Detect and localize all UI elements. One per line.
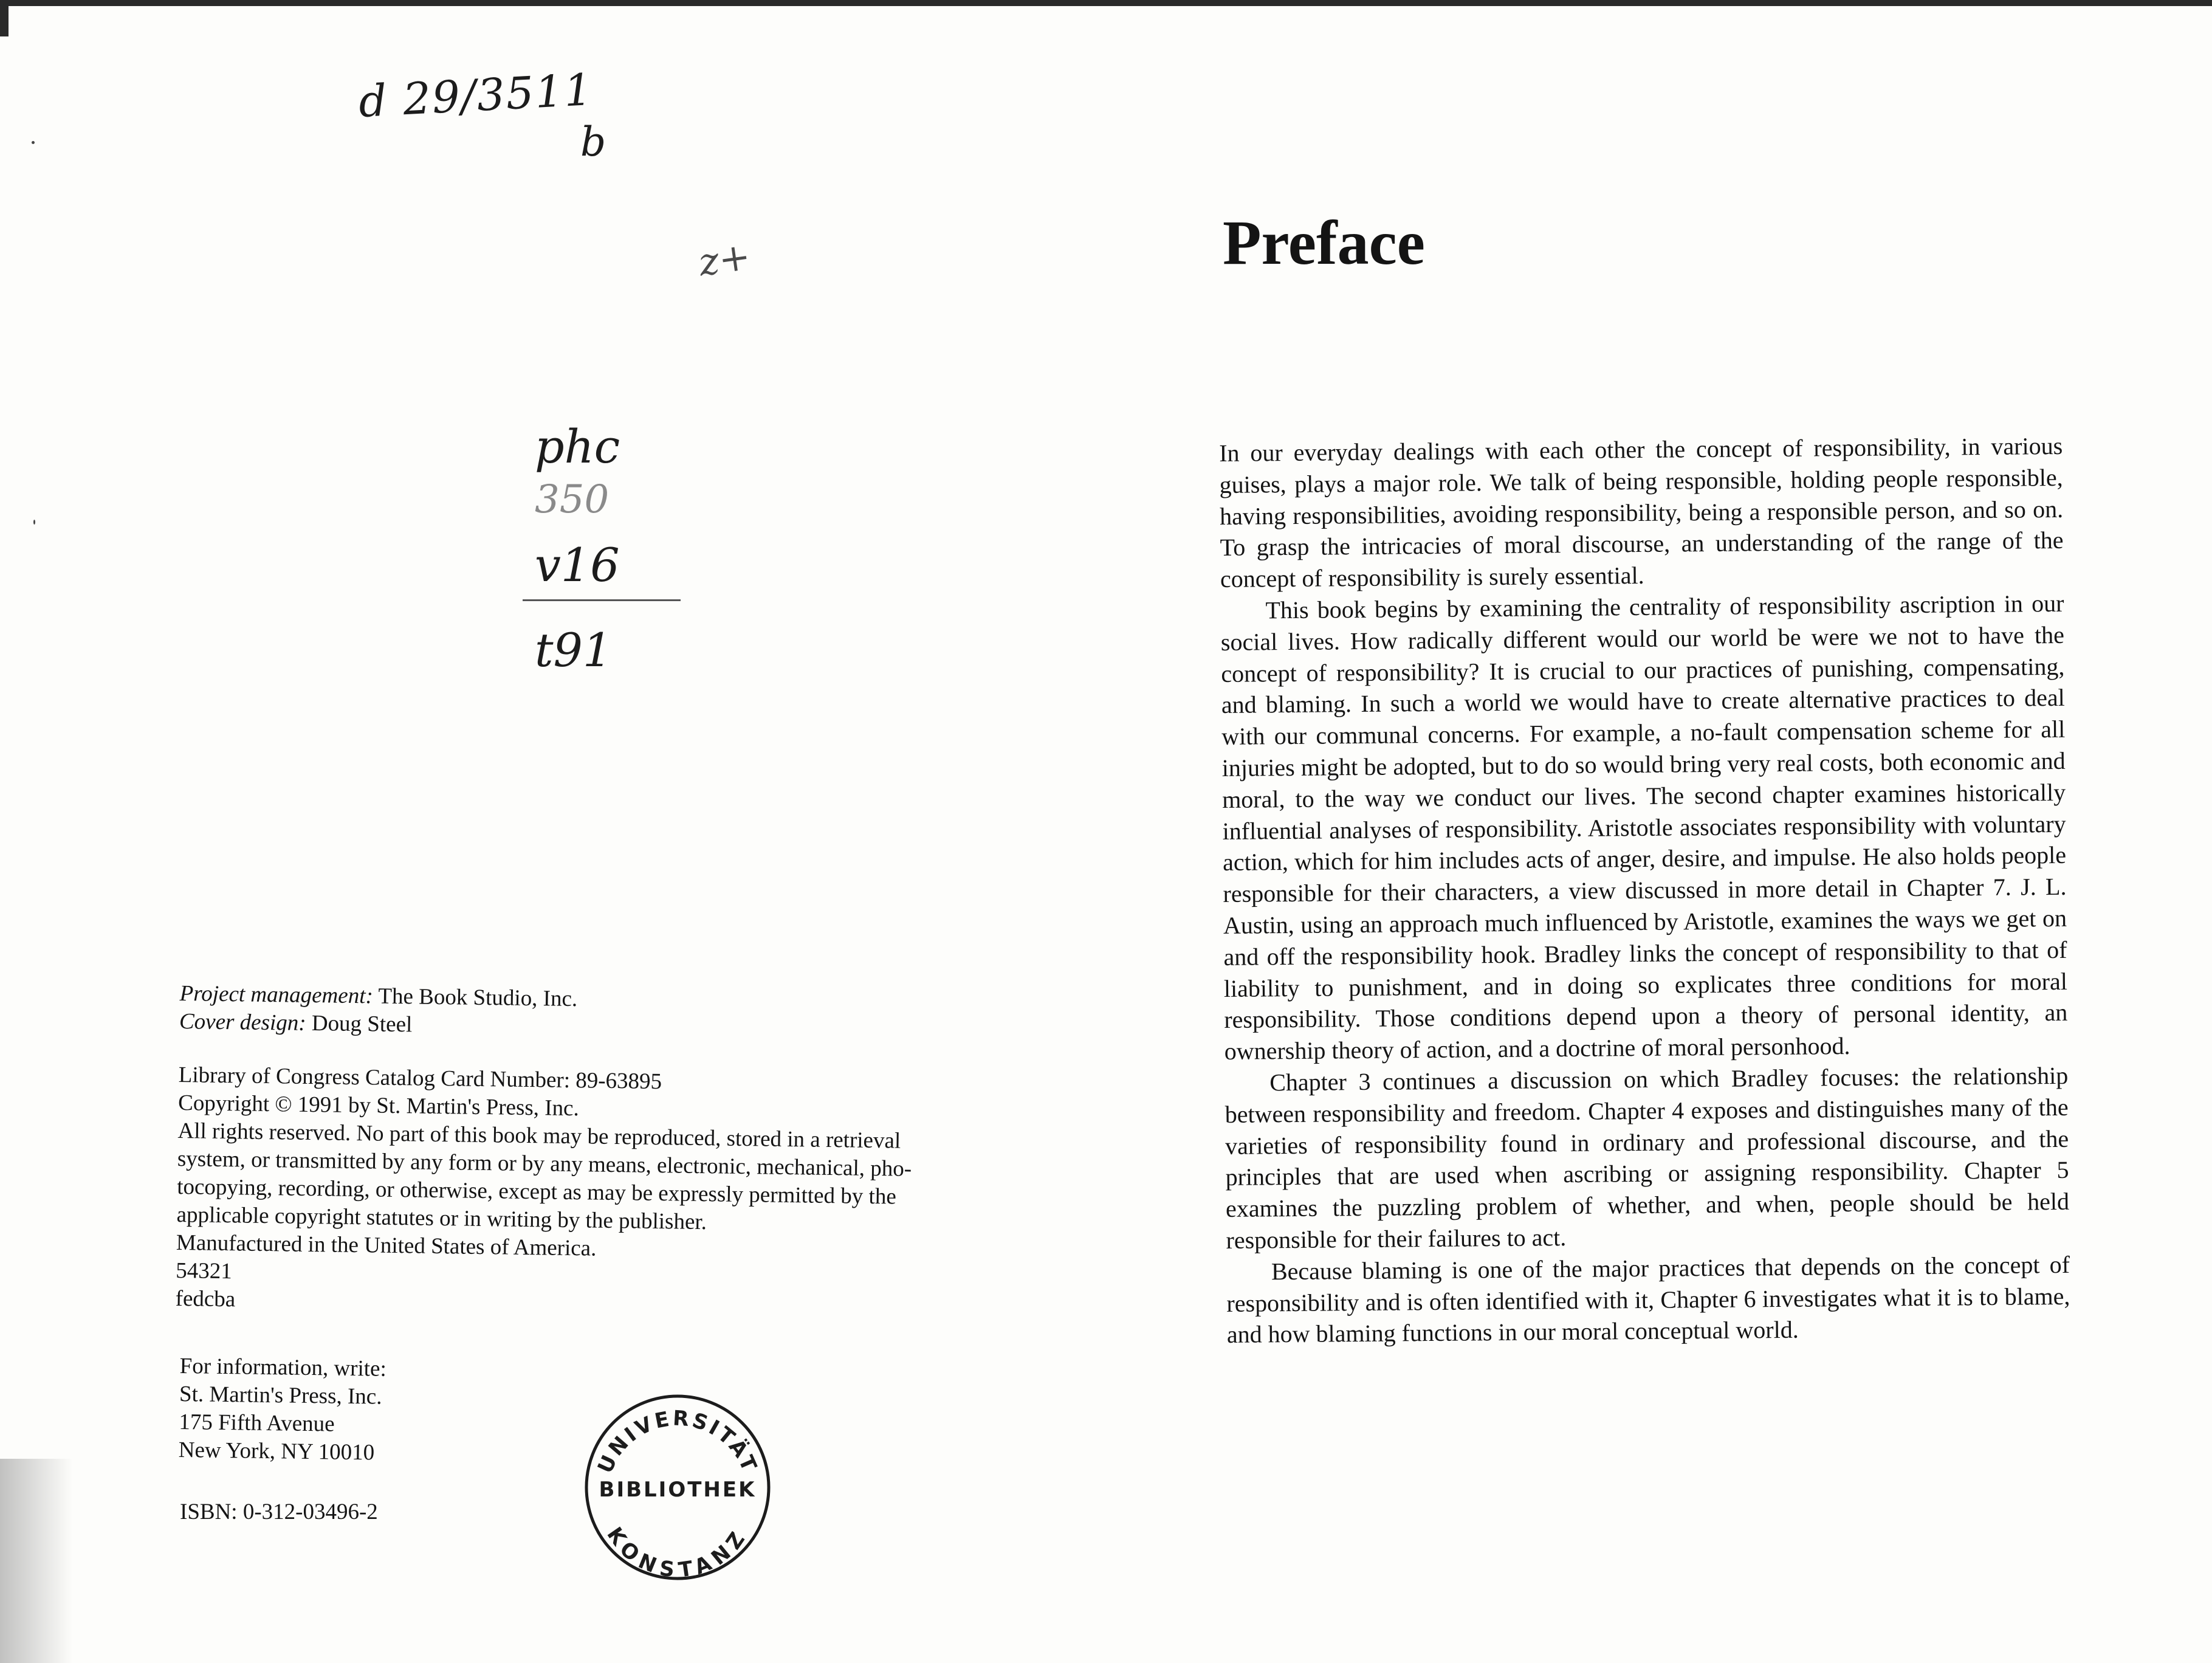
isbn-line: ISBN: 0-312-03496-2 — [180, 1499, 378, 1524]
copyright-block — [175, 980, 1043, 1325]
catalog-line: fedcba — [175, 1286, 236, 1312]
stamp-center: BIBLIOTHEK — [599, 1478, 757, 1502]
contact-block — [178, 1352, 386, 1467]
call-number-line: 350 — [535, 477, 610, 522]
preface-body — [1219, 430, 2070, 1351]
contact-line: 175 Fifth Avenue — [179, 1409, 335, 1437]
paragraph: Because blaming is one of the major practices that depends on the concept of responsibility and is often identified with it, Chapter 6 investigates what it is to blame, and how blaming functions in our moral conceptual world. — [1226, 1250, 2070, 1349]
dust-speck — [32, 141, 35, 144]
page-title: Preface — [1223, 208, 1425, 278]
catalog-line: All rights reserved. No part of this book may be reproduced, stored in a retrieval — [177, 1118, 901, 1154]
contact-line: St. Martin's Press, Inc. — [179, 1381, 382, 1410]
catalog-line: 54321 — [176, 1258, 233, 1284]
call-number-rule — [523, 599, 681, 601]
call-number-line: phc — [535, 419, 620, 473]
stamp-arc-top: UNIVERSITÄT — [592, 1406, 763, 1477]
paragraph: This book begins by examining the centrality of responsibility ascription in our social lives. How radically different would our world be were we not to have the concept of responsibility? It is crucial to our practices of punishing, compensating, and blaming. In such a world we would have to create alternative practices to deal with our communal concerns. For example, a no-fault compensation scheme for all injuries might be adopted, but to do so would bring very real costs, both economic and moral, to the way we conduct our lives. The second chapter examines historically influential analyses of responsibility. Aristotle associates responsibility with voluntary action, which for him includes acts of anger, desire, and impulse. He also holds people responsible for their characters, a view discussed in more detail in Chapter 7. J. L. Austin, using an approach much influenced by Aristotle, examines the ways we get on and off the responsibility hook. Bradley links the concept of responsibility to that of liability to punishment, and in doing so explicates three conditions for moral responsibility. Those conditions depend upon a theory of personal identity, an ownership theory of action, and a doctrine of moral personhood. — [1220, 589, 2068, 1066]
library-stamp — [582, 1392, 773, 1583]
handwritten-mark: z+ — [696, 233, 754, 285]
catalog-line: tocopying, recording, or otherwise, except as may be expressly permitted by the — [176, 1174, 897, 1210]
binding-shadow — [0, 1459, 73, 1663]
handwritten-reference: d 29/3511 — [357, 63, 595, 128]
catalog-line: Copyright © 1991 by St. Martin's Press, Inc. — [177, 1090, 580, 1121]
contact-line: For information, write: — [179, 1353, 387, 1382]
page-top-edge — [0, 0, 2212, 6]
handwritten-reference-suffix: b — [580, 119, 606, 165]
catalog-line: Manufactured in the United States of America. — [176, 1230, 597, 1261]
contact-line: New York, NY 10010 — [178, 1437, 375, 1465]
credit-value: Doug Steel — [306, 1010, 413, 1038]
stamp-arc-bottom: KONSTANZ — [602, 1523, 754, 1583]
credit-value: The Book Studio, Inc. — [373, 983, 578, 1012]
credit-label: Project management: — [179, 980, 374, 1009]
credit-label: Cover design: — [179, 1008, 306, 1036]
call-number-line: v16 — [535, 538, 620, 592]
call-number-line: t91 — [535, 623, 613, 677]
paragraph: Chapter 3 continues a discussion on which Bradley focuses: the relationship between responsibility and freedom. Chapter 4 exposes and distinguishes many of the varieties of responsibility found in ordinary and professional discourse, and the principles that are used when ascribing or assigning responsibility. Chapter 5 examines the puzzling problem of whether, and when, people should be held responsible for their failures to act. — [1224, 1061, 2070, 1254]
catalog-line: Library of Congress Catalog Card Number: 89-63895 — [178, 1062, 662, 1095]
catalog-line: applicable copyright statutes or in writing by the publisher. — [176, 1202, 707, 1235]
catalog-line: system, or transmitted by any form or by any means, electronic, mechanical, pho- — [177, 1146, 912, 1182]
page-corner-edge — [0, 0, 9, 36]
svg-text:KONSTANZ — [602, 1523, 754, 1583]
dust-speck — [33, 520, 35, 525]
paragraph: In our everyday dealings with each other the concept of responsibility, in various guises, plays a major role. We talk of being responsible, holding people responsible, having responsibilities, avoiding responsibility, being a responsible person, and so on. To grasp the intricacies of moral discourse, an understanding of the range of the concept of responsibility is surely essential. — [1219, 432, 2064, 593]
